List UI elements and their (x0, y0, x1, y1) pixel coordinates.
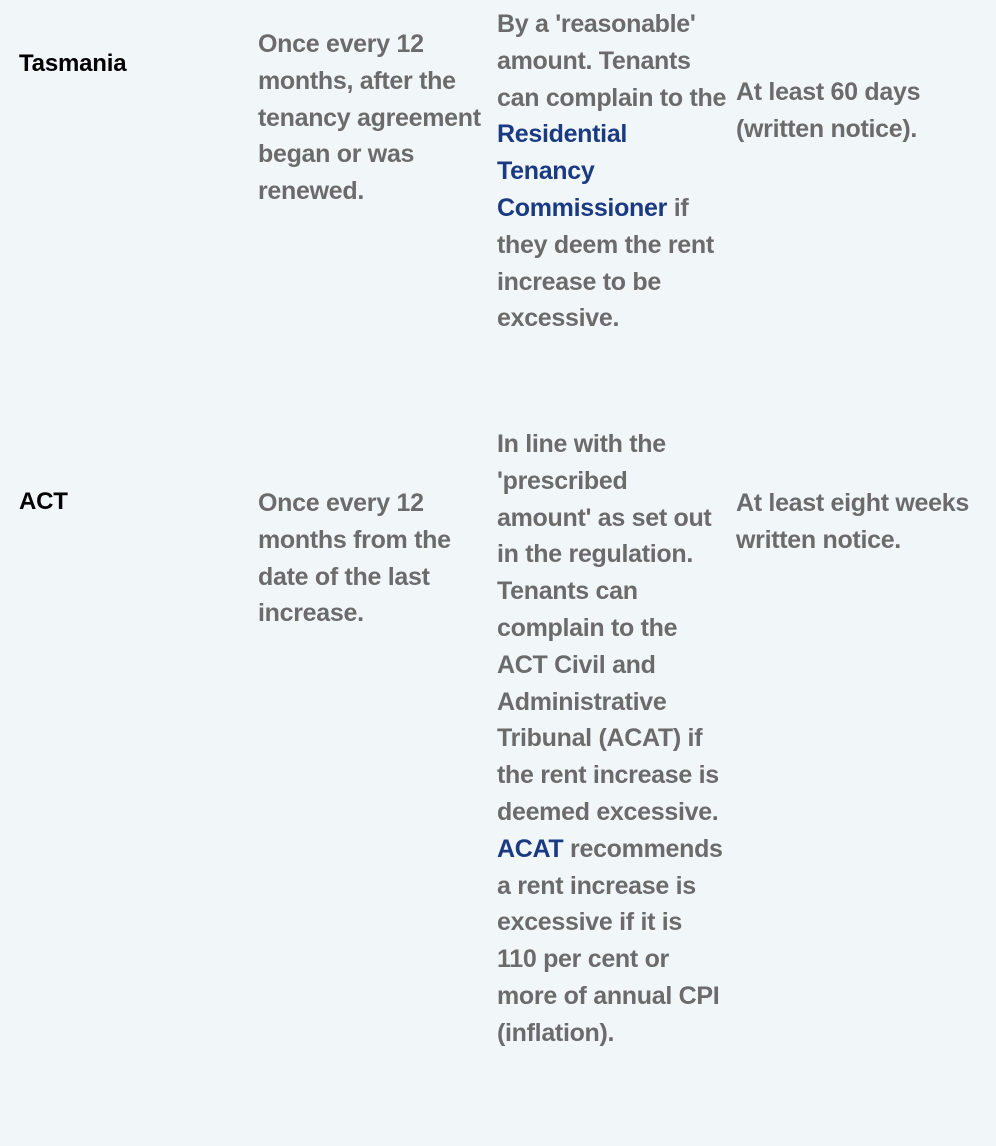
state-name: ACT (19, 488, 68, 515)
acat-link[interactable]: ACAT (497, 834, 564, 863)
increase-frequency: Once every 12 months from the date of the last increase. (258, 489, 451, 628)
increase-amount (497, 6, 727, 337)
increase-amount-text-end: if they deem the rent increase to be excessive. (497, 193, 714, 333)
residential-tenancy-commissioner-link[interactable]: Residential Tenancy Commissioner (497, 120, 668, 222)
increase-amount-text: In line with the 'prescribed amount' as set out in the regulation. Tenants can complain to the ACT Civil and Administrative Tribunal (ACAT) if the rent increase is deemed excessive. (497, 430, 719, 826)
increase-amount-text: By a 'reasonable' amount. Tenants can complain to the (497, 10, 727, 112)
state-name: Tasmania (19, 50, 127, 77)
increase-frequency: Once every 12 months, after the tenancy agreement began or was renewed. (258, 30, 481, 206)
increase-amount-text-end: recommends a rent increase is excessive if it is 110 per cent or more of annual CPI (inflation). (497, 834, 723, 1047)
increase-amount (497, 426, 727, 1052)
notice-period: At least eight weeks written notice. (736, 489, 969, 554)
notice-period: At least 60 days (written notice). (736, 78, 921, 143)
